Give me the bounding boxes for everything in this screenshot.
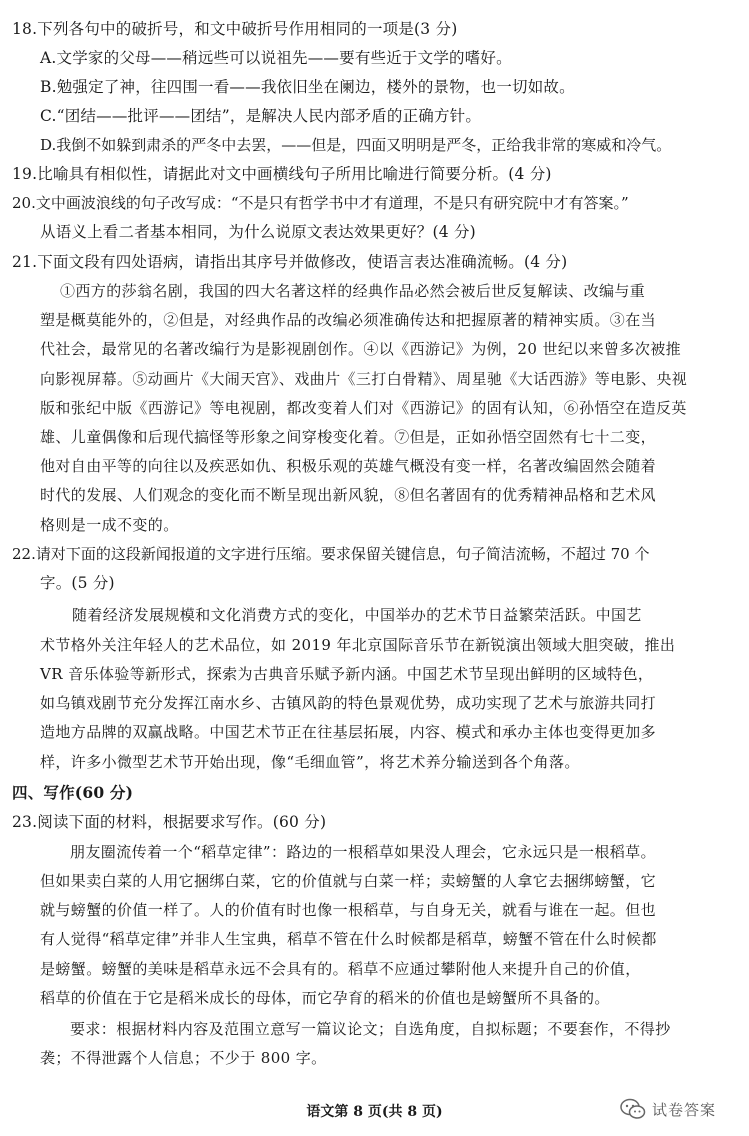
q21-passage-line: ①西方的莎翁名剧，我国的四大名著这样的经典作品必然会被后世反复解读、改编与重: [60, 282, 646, 300]
q18-option-c: C.“团结——批评——团结”，是解决人民内部矛盾的正确方针。: [40, 107, 482, 125]
q22-passage-line: 样，许多小微型艺术节开始出现，像“毛细血管”，将艺术养分输送到各个角落。: [40, 753, 580, 771]
q23-passage-line: 有人觉得“稻草定律”并非人生宝典，稻草不管在什么时候都是稻草，螃蟹不管在什么时候都: [40, 930, 657, 948]
q23-passage-line: 是螃蟹。螃蟹的美味是稻草永远不会具有的。稻草不应通过攀附他人来提升自己的价值，: [40, 960, 641, 978]
q23-stem: 23.阅读下面的材料，根据要求写作。(60 分): [12, 813, 327, 831]
page-footer: 语文第 8 页(共 8 页): [306, 1104, 443, 1120]
q21-passage-line: 时代的发展、人们观念的变化而不断呈现出新风貌，⑧但名著固有的优秀精神品格和艺术风: [40, 486, 657, 504]
q21-passage-line: 向影视屏幕。⑤动画片《大闹天宫》、戏曲片《三打白骨精》、周星驰《大话西游》等电影、央视: [40, 370, 688, 388]
q18-option-d: D.我倒不如躲到肃杀的严冬中去罢，——但是，四面又明明是严冬，正给我非常的寒威和冷气。: [40, 136, 672, 154]
q21-passage-line: 雄、儿童偶像和后现代搞怪等形象之间穿梭变化着。⑦但是，正如孙悟空固然有七十二变，: [40, 428, 657, 446]
q22-passage-line: 随着经济发展规模和文化消费方式的变化，中国举办的艺术节日益繁荣活跃。中国艺: [72, 606, 642, 624]
q23-requirement-line: 袭；不得泄露个人信息；不少于 800 字。: [40, 1049, 327, 1067]
q20-line-2: 从语义上看二者基本相同，为什么说原文表达效果更好？(4 分): [40, 223, 476, 241]
q21-passage-line: 代社会，最常见的名著改编行为是影视剧创作。④以《西游记》为例，20 世纪以来曾多次被推: [40, 340, 682, 358]
wechat-icon: [620, 1098, 646, 1120]
q22-line-1: 22.请对下面的这段新闻报道的文字进行压缩。要求保留关键信息，句子简洁流畅，不超过 70 个: [12, 545, 650, 563]
q22-passage-line: 造地方品牌的双赢战略。中国艺术节正在往基层拓展，内容、模式和承办主体也变得更加多: [40, 723, 657, 741]
q22-passage-line: VR 音乐体验等新形式，探索为古典音乐赋予新内涵。中国艺术节呈现出鲜明的区域特色，: [40, 665, 654, 683]
q23-passage-line: 朋友圈流传着一个“稻草定律”：路边的一根稻草如果没人理会，它永远只是一根稻草。: [70, 843, 656, 861]
q22-passage-line: 如乌镇戏剧节充分发挥江南水乡、古镇风韵的特色景观优势，成功实现了艺术与旅游共同打: [40, 694, 657, 712]
q20-line-1: 20.文中画波浪线的句子改写成：“不是只有哲学书中才有道理，不是只有研究院中才有答案。”: [12, 194, 629, 212]
q18-stem: 18.下列各句中的破折号，和文中破折号作用相同的一项是(3 分): [12, 20, 458, 38]
watermark: [620, 1094, 738, 1124]
q23-requirement-line: 要求：根据材料内容及范围立意写一篇议论文；自选角度，自拟标题；不要套作，不得抄: [70, 1020, 671, 1038]
q18-option-b: B.勉强定了神，往四围一看——我依旧坐在阑边，楼外的景物，也一切如故。: [40, 78, 575, 96]
q21-passage-line: 格则是一成不变的。: [40, 516, 179, 534]
q22-passage-line: 术节格外关注年轻人的艺术品位，如 2019 年北京国际音乐节在新锐演出领域大胆突破，推出: [40, 636, 676, 654]
q22-line-2: 字。(5 分): [40, 574, 115, 592]
q21-passage-line: 他对自由平等的向往以及疾恶如仇、积极乐观的英雄气概没有变一样，名著改编固然会随着: [40, 457, 657, 475]
q21-passage-line: 版和张纪中版《西游记》等电视剧，都改变着人们对《西游记》的固有认知，⑥孙悟空在造反英: [40, 399, 687, 417]
q18-option-a: A.文学家的父母——稍远些可以说祖先——要有些近于文学的嗜好。: [40, 49, 512, 67]
q21-passage-line: 塑是概莫能外的，②但是，对经典作品的改编必须准确传达和把握原著的精神实质。③在当: [40, 311, 657, 329]
watermark-text: 试卷答案: [652, 1100, 717, 1119]
q23-passage-line: 就与螃蟹的价值一样了。人的价值有时也像一根稻草，与自身无关，就看与谁在一起。但也: [40, 901, 657, 919]
section-title-writing: 四、写作(60 分): [12, 783, 134, 802]
q23-passage-line: 稻草的价值在于它是稻米成长的母体，而它孕育的稻米的价值也是螃蟹所不具备的。: [40, 989, 610, 1007]
q23-passage-line: 但如果卖白菜的人用它捆绑白菜，它的价值就与白菜一样；卖螃蟹的人拿它去捆绑螃蟹，它: [40, 872, 657, 890]
q19-stem: 19.比喻具有相似性，请据此对文中画横线句子所用比喻进行简要分析。(4 分): [12, 165, 552, 183]
q21-stem: 21.下面文段有四处语病，请指出其序号并做修改，使语言表达准确流畅。(4 分): [12, 253, 568, 271]
